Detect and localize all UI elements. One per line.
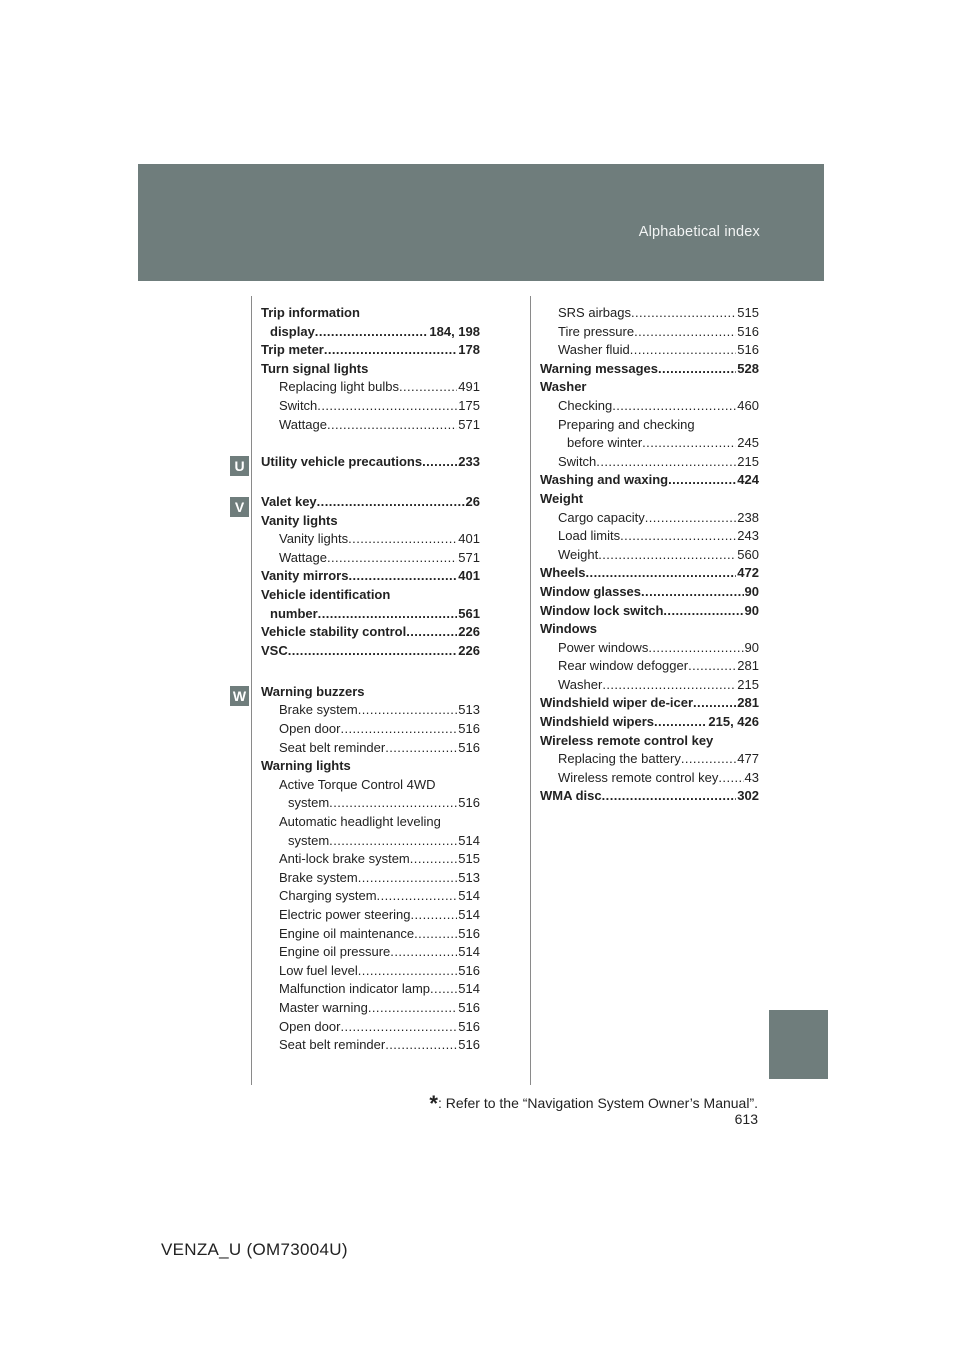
entry-label: Washer <box>558 676 603 692</box>
entry-page: 401 <box>458 531 480 547</box>
letter-tab-u: U <box>230 456 249 476</box>
entry-page: 528 <box>737 360 759 376</box>
entry-page: 571 <box>458 416 480 432</box>
entry-page: 477 <box>737 751 759 767</box>
index-entry[interactable] <box>261 1018 480 1037</box>
entry-label: Window glasses <box>540 583 642 599</box>
entry-page: 560 <box>737 546 759 562</box>
entry-label: WMA disc <box>540 788 602 804</box>
entry-label: Electric power steering <box>279 907 411 922</box>
entry-page: 571 <box>458 549 480 565</box>
entry-label: Engine oil pressure <box>279 944 391 960</box>
index-entry[interactable] <box>540 471 759 490</box>
index-entry[interactable] <box>261 962 480 981</box>
index-heading: Weight <box>540 490 584 506</box>
index-entry[interactable] <box>261 397 480 416</box>
entry-page: 90 <box>744 583 759 599</box>
entry-page: 516 <box>458 795 480 811</box>
entry-page: 226 <box>458 624 480 640</box>
entry-page: 514 <box>458 888 480 904</box>
entry-label: Malfunction indicator lamp <box>279 981 431 997</box>
index-entry[interactable] <box>540 657 759 676</box>
entry-page: 226 <box>458 642 480 658</box>
index-entry[interactable] <box>261 530 480 549</box>
index-entry[interactable] <box>540 546 759 565</box>
index-entry[interactable] <box>540 639 759 658</box>
entry-page: 43 <box>744 769 759 785</box>
column-divider-left <box>251 296 252 1085</box>
entry-label: Replacing light bulbs <box>279 379 399 395</box>
entry-label: Washer fluid <box>558 342 630 358</box>
thumb-tab <box>769 1010 828 1079</box>
entry-page: 401 <box>458 568 480 584</box>
entry-label: Utility vehicle precautions <box>261 453 423 469</box>
entry-page: 281 <box>737 695 759 711</box>
entry-label: VSC <box>261 642 288 658</box>
entry-label: Trip meter <box>261 342 324 358</box>
entry-page: 515 <box>458 851 480 867</box>
index-entry[interactable] <box>261 943 480 962</box>
entry-label: Wheels <box>540 565 586 581</box>
entry-page: 281 <box>737 658 759 674</box>
index-entry[interactable] <box>540 434 759 453</box>
index-entry[interactable] <box>261 642 480 661</box>
section-title: Alphabetical index <box>638 224 760 240</box>
entry-label: Wattage <box>279 416 327 432</box>
index-entry[interactable] <box>261 549 480 568</box>
entry-label: Weight <box>558 546 599 562</box>
entry-page: 514 <box>458 907 480 922</box>
index-heading: Wireless remote control key <box>540 732 714 748</box>
entry-label: Seat belt reminder <box>279 739 386 755</box>
entry-label: system <box>288 832 330 848</box>
index-entry[interactable] <box>540 323 759 342</box>
entry-page: 515 <box>737 305 759 320</box>
entry-label: Power windows <box>558 639 649 655</box>
index-heading: Turn signal lights <box>261 360 369 376</box>
entry-label: Wattage <box>279 549 327 565</box>
entry-label: Warning messages <box>540 360 659 376</box>
footnote <box>429 1091 758 1117</box>
column-divider-middle <box>530 296 531 1085</box>
index-entry[interactable] <box>540 341 759 360</box>
index-entry[interactable] <box>540 750 759 769</box>
index-entry[interactable] <box>540 527 759 546</box>
index-entry[interactable] <box>261 493 480 512</box>
entry-page: 243 <box>737 528 759 544</box>
entry-label: Open door <box>279 721 341 737</box>
index-entry[interactable] <box>261 739 480 758</box>
entry-page: 513 <box>458 869 480 885</box>
index-entry[interactable] <box>540 583 759 602</box>
entry-label: Vanity mirrors <box>261 568 349 584</box>
index-entry[interactable] <box>261 980 480 999</box>
entry-label: Replacing the battery <box>558 751 681 767</box>
entry-label: display <box>270 323 315 339</box>
index-heading: Trip information <box>261 305 360 320</box>
index-entry[interactable] <box>261 701 480 720</box>
index-entry[interactable] <box>540 602 759 621</box>
footnote-star: * <box>429 1091 438 1116</box>
entry-page: 178 <box>458 342 480 358</box>
entry-label: system <box>288 795 330 811</box>
entry-page: 26 <box>465 493 480 509</box>
index-heading: Warning lights <box>261 758 351 774</box>
index-entry[interactable] <box>261 720 480 739</box>
entry-label: Tire pressure <box>558 323 635 339</box>
entry-page: 516 <box>458 739 480 755</box>
entry-label: Load limits <box>558 528 621 544</box>
entry-page: 516 <box>458 962 480 978</box>
index-entry[interactable] <box>540 397 759 416</box>
entry-page: 215 <box>737 453 759 469</box>
index-entry[interactable] <box>261 605 480 624</box>
entry-label: Low fuel level <box>279 962 358 978</box>
index-entry[interactable] <box>540 509 759 528</box>
entry-label: Window lock switch <box>540 602 664 618</box>
index-entry[interactable] <box>261 794 480 813</box>
index-entry[interactable] <box>540 676 759 695</box>
index-entry[interactable] <box>261 416 480 435</box>
index-entry[interactable] <box>540 564 759 583</box>
index-entry[interactable] <box>540 360 759 379</box>
index-entry[interactable] <box>261 906 480 925</box>
entry-label: Seat belt reminder <box>279 1037 386 1053</box>
index-entry[interactable] <box>540 453 759 472</box>
entry-label: Master warning <box>279 999 368 1015</box>
entry-label: Vehicle stability control <box>261 624 407 640</box>
index-entry[interactable] <box>540 694 759 713</box>
entry-page: 472 <box>737 565 759 581</box>
index-entry[interactable] <box>261 999 480 1018</box>
entry-label: Windshield wipers <box>540 714 655 730</box>
entry-page: 245 <box>737 435 759 451</box>
header-band <box>138 164 824 281</box>
entry-label: Switch <box>279 397 318 413</box>
entry-label: Rear window defogger <box>558 658 689 674</box>
index-entry[interactable] <box>261 887 480 906</box>
entry-page: 491 <box>458 379 480 395</box>
index-column-right <box>540 304 759 806</box>
index-entry[interactable] <box>261 925 480 944</box>
entry-page: 215 <box>737 676 759 692</box>
index-entry[interactable] <box>540 787 759 806</box>
entry-page: 460 <box>737 397 759 413</box>
index-entry[interactable] <box>261 1036 480 1055</box>
entry-page: 175 <box>458 397 480 413</box>
entry-page: 516 <box>737 342 759 358</box>
index-column-left <box>261 304 480 1055</box>
entry-page: 90 <box>744 639 759 655</box>
entry-label: Engine oil maintenance <box>279 925 415 941</box>
entry-page: 233 <box>458 453 480 469</box>
index-entry[interactable] <box>540 713 759 732</box>
entry-label: Cargo capacity <box>558 509 645 525</box>
entry-label: Wireless remote control key <box>558 769 719 785</box>
index-heading: Washer <box>540 379 587 395</box>
index-entry[interactable] <box>261 623 480 642</box>
entry-page: 561 <box>458 605 480 621</box>
entry-label: Valet key <box>261 493 317 509</box>
entry-label: Switch <box>558 453 597 469</box>
entry-page: 238 <box>737 509 759 525</box>
entry-label: Charging system <box>279 888 377 904</box>
entry-page: 516 <box>458 721 480 737</box>
entry-page: 516 <box>458 925 480 941</box>
entry-page: 513 <box>458 702 480 718</box>
index-entry[interactable] <box>261 567 480 586</box>
letter-tab-v: V <box>230 497 249 517</box>
entry-page: 215, 426 <box>708 714 759 730</box>
index-entry[interactable] <box>261 341 480 360</box>
entry-label: Windshield wiper de-icer <box>540 695 694 711</box>
entry-label: Open door <box>279 1018 341 1034</box>
document-id: VENZA_U (OM73004U) <box>161 1240 348 1259</box>
entry-page: 302 <box>737 788 759 804</box>
index-entry[interactable] <box>261 869 480 888</box>
index-entry[interactable] <box>261 850 480 869</box>
entry-page: 516 <box>458 999 480 1015</box>
entry-page: 516 <box>458 1037 480 1053</box>
footnote-text: : Refer to the “Navigation System Owner’s Manual”. <box>437 1095 758 1111</box>
index-entry[interactable] <box>261 453 480 472</box>
entry-label: Washing and waxing <box>540 472 669 488</box>
entry-page: 516 <box>458 1018 480 1034</box>
index-entry[interactable] <box>540 304 759 323</box>
index-heading: Vanity lights <box>261 512 338 528</box>
entry-label: Vanity lights <box>279 531 349 547</box>
entry-page: 514 <box>458 944 480 960</box>
entry-label: number <box>270 605 318 621</box>
page-number: 613 <box>734 1111 758 1127</box>
index-subheading: Automatic headlight leveling <box>279 814 441 830</box>
entry-label: Anti-lock brake system <box>279 851 410 867</box>
entry-page: 514 <box>458 981 480 997</box>
letter-tab-w: W <box>230 686 249 706</box>
index-subheading: Active Torque Control 4WD <box>279 776 436 792</box>
entry-page: 90 <box>744 602 759 618</box>
index-heading: Vehicle identification <box>261 586 391 602</box>
index-subheading: Preparing and checking <box>558 416 695 432</box>
entry-label: Brake system <box>279 869 358 885</box>
index-heading: Windows <box>540 621 597 637</box>
entry-page: 184, 198 <box>429 323 480 339</box>
entry-page: 514 <box>458 832 480 848</box>
index-entry[interactable] <box>261 378 480 397</box>
entry-page: 424 <box>737 472 759 488</box>
index-heading: Warning buzzers <box>261 683 365 699</box>
entry-label: Checking <box>558 397 613 413</box>
entry-label: before winter <box>567 435 643 451</box>
index-entry[interactable] <box>261 832 480 851</box>
entry-label: Brake system <box>279 702 358 718</box>
entry-page: 516 <box>737 323 759 339</box>
index-entry[interactable] <box>261 323 480 342</box>
entry-label: SRS airbags <box>558 305 631 320</box>
index-entry[interactable] <box>540 769 759 788</box>
